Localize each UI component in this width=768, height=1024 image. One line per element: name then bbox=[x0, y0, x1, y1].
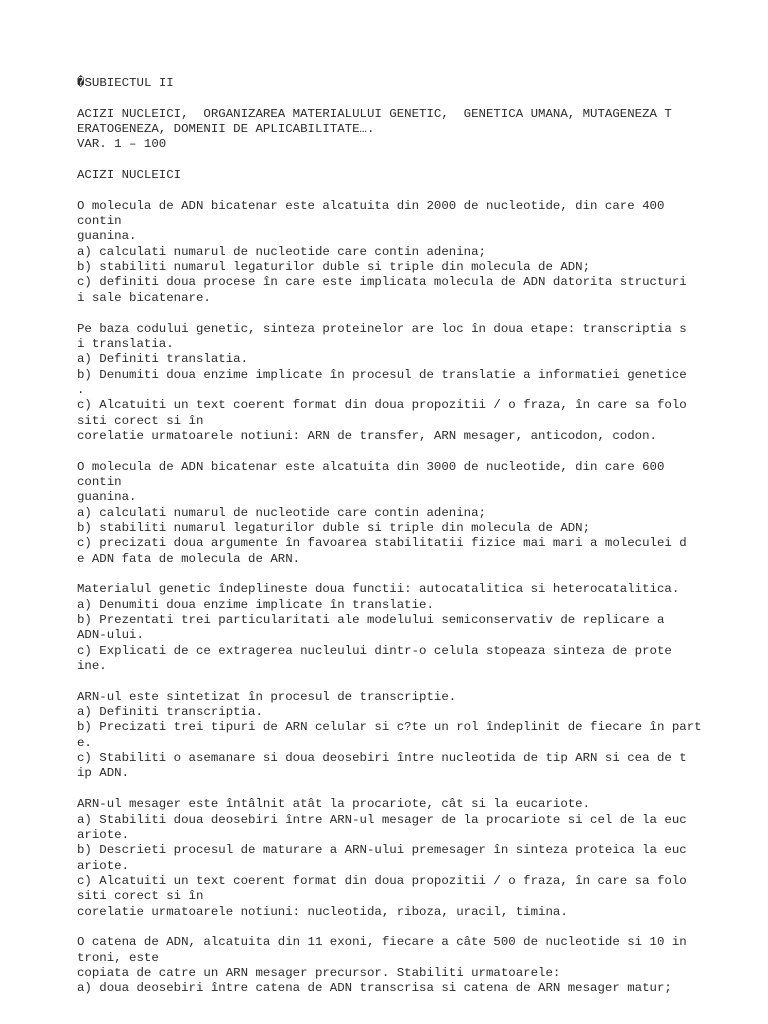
text-line: O molecula de ADN bicatenar este alcatuita din 2000 de nucleotide, din care 400 bbox=[77, 198, 665, 213]
text-line: c) Stabiliti o asemanare si doua deosebiri între nucleotida de tip ARN si cea de t bbox=[77, 751, 687, 766]
text-line: Pe baza codului genetic, sinteza proteinelor are loc în doua etape: transcriptia s bbox=[77, 321, 687, 336]
text-line: ip ADN. bbox=[77, 766, 130, 781]
text-line: b) Precizati trei tipuri de ARN celular si c?te un rol îndeplinit de fiecare în part bbox=[77, 720, 702, 735]
text-line: ariote. bbox=[77, 827, 130, 842]
text-line: guanina. bbox=[77, 490, 137, 505]
document-text bbox=[77, 76, 767, 997]
text-line: i sale bicatenare. bbox=[77, 290, 211, 305]
blank-line bbox=[77, 674, 767, 689]
text-line: O molecula de ADN bicatenar este alcatuita din 3000 de nucleotide, din care 600 bbox=[77, 459, 665, 474]
text-line: ine. bbox=[77, 659, 107, 674]
blank-line bbox=[77, 782, 767, 797]
blank-line bbox=[77, 920, 767, 935]
text-line: b) Descrieti procesul de maturare a ARN-ului premesager în sinteza proteica la euc bbox=[77, 843, 687, 858]
text-line: c) precizati doua argumente în favoarea stabilitatii fizice mai mari a moleculei d bbox=[77, 536, 687, 551]
text-line: siti corect si în bbox=[77, 889, 204, 904]
text-line: siti corect si în bbox=[77, 413, 204, 428]
text-line: ERATOGENEZA, DOMENII DE APLICABILITATE…. bbox=[77, 122, 375, 137]
blank-line bbox=[77, 153, 767, 168]
text-line: copiata de catre un ARN mesager precursor. Stabiliti urmatoarele: bbox=[77, 965, 561, 980]
text-line: ADN-ului. bbox=[77, 628, 144, 643]
blank-line bbox=[77, 91, 767, 106]
text-line: b) stabiliti numarul legaturilor duble si triple din molecula de ADN; bbox=[77, 520, 591, 535]
blank-line bbox=[77, 183, 767, 198]
text-line: c) definiti doua procese în care este implicata molecula de ADN datorita structuri bbox=[77, 275, 687, 290]
text-line: c) Explicati de ce extragerea nucleului dintr-o celula stopeaza sinteza de prote bbox=[77, 643, 672, 658]
text-line: ACIZI NUCLEICI bbox=[77, 168, 182, 183]
text-line: O catena de ADN, alcatuita din 11 exoni, fiecare a câte 500 de nucleotide si 10 in bbox=[77, 935, 687, 950]
text-line: b) stabiliti numarul legaturilor duble si triple din molecula de ADN; bbox=[77, 260, 591, 275]
text-line: e ADN fata de molecula de ARN. bbox=[77, 551, 301, 566]
text-line: c) Alcatuiti un text coerent format din doua propozitii / o fraza, în care sa folo bbox=[77, 873, 687, 888]
blank-line bbox=[77, 567, 767, 582]
text-line: guanina. bbox=[77, 229, 137, 244]
text-line: ARN-ul este sintetizat în procesul de transcriptie. bbox=[77, 689, 457, 704]
text-line: a) Definiti translatia. bbox=[77, 352, 249, 367]
text-line: corelatie urmatoarele notiuni: nucleotida, riboza, uracil, timina. bbox=[77, 904, 568, 919]
text-line: ACIZI NUCLEICI, ORGANIZAREA MATERIALULUI GENETIC, GENETICA UMANA, MUTAGENEZA T bbox=[77, 106, 672, 121]
text-line: a) calculati numarul de nucleotide care contin adenina; bbox=[77, 505, 486, 520]
text-line: ariote. bbox=[77, 858, 130, 873]
blank-line bbox=[77, 306, 767, 321]
text-line: a) Denumiti doua enzime implicate în translatie. bbox=[77, 597, 434, 612]
text-line: a) calculati numarul de nucleotide care contin adenina; bbox=[77, 244, 486, 259]
text-line: VAR. 1 – 100 bbox=[77, 137, 167, 152]
text-line: i translatia. bbox=[77, 336, 174, 351]
text-line: corelatie urmatoarele notiuni: ARN de transfer, ARN mesager, anticodon, codon. bbox=[77, 428, 657, 443]
text-line: a) doua deosebiri între catena de ADN transcrisa si catena de ARN mesager matur; bbox=[77, 981, 672, 996]
text-line: a) Definiti transcriptia. bbox=[77, 705, 263, 720]
text-line: ARN-ul mesager este întâlnit atât la procariote, cât si la eucariote. bbox=[77, 797, 591, 812]
text-line: b) Denumiti doua enzime implicate în procesul de translatie a informatiei genetice bbox=[77, 367, 687, 382]
text-line: b) Prezentati trei particularitati ale modelului semiconservativ de replicare a bbox=[77, 613, 665, 628]
text-line: Materialul genetic îndeplineste doua functii: autocatalitica si heterocatalitica. bbox=[77, 582, 680, 597]
text-line: troni, este bbox=[77, 950, 159, 965]
text-line: a) Stabiliti doua deosebiri între ARN-ul mesager de la procariote si cel de la euc bbox=[77, 812, 687, 827]
blank-line bbox=[77, 444, 767, 459]
text-line: �SUBIECTUL II bbox=[77, 76, 174, 90]
text-line: e. bbox=[77, 735, 92, 750]
text-line: c) Alcatuiti un text coerent format din doua propozitii / o fraza, în care sa folo bbox=[77, 398, 687, 413]
text-line: . bbox=[77, 382, 85, 397]
text-line: contin bbox=[77, 214, 122, 229]
text-line: contin bbox=[77, 474, 122, 489]
